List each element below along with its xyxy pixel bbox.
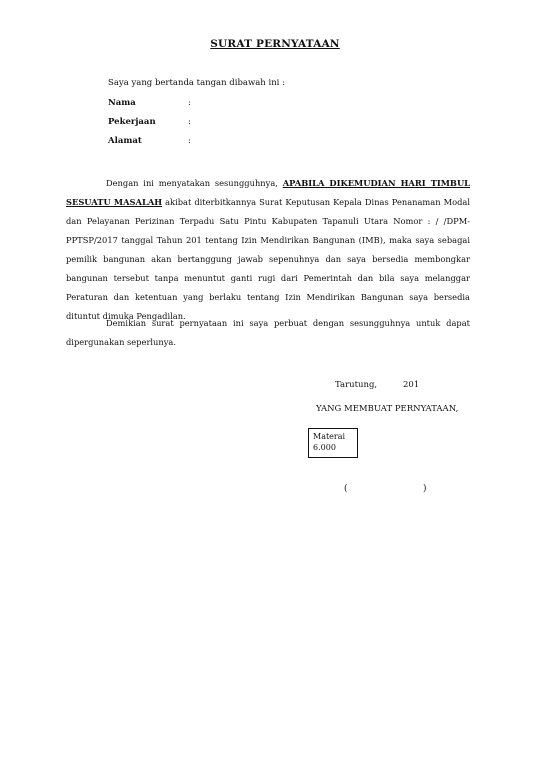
document-title: SURAT PERNYATAAN xyxy=(210,38,340,50)
field-colon-pekerjaan: : xyxy=(188,117,191,127)
stamp-box xyxy=(308,428,358,458)
field-colon-alamat: : xyxy=(188,136,191,146)
intro-text: Saya yang bertanda tangan dibawah ini : xyxy=(108,78,285,88)
field-label-nama: Nama xyxy=(108,98,136,108)
statement-prefix: Dengan ini menyatakan sesungguhnya, xyxy=(106,178,278,188)
signature-name-open-paren: ( xyxy=(344,484,348,494)
signature-year: 201 xyxy=(403,380,420,390)
closing-paragraph xyxy=(66,314,470,352)
statement-emphasis: APABILA DIKEMUDIAN HARI TIMBUL SESUATU MASALAH xyxy=(66,178,471,207)
field-label-pekerjaan: Pekerjaan xyxy=(108,117,156,127)
field-colon-nama: : xyxy=(188,98,191,108)
signature-name-close-paren: ) xyxy=(423,484,427,494)
signature-place: Tarutung, xyxy=(335,380,378,390)
closing-text: Demikian surat pernyataan ini saya perbuat dengan sesungguhnya untuk dapat dipergunakan seperlunya. xyxy=(66,318,470,347)
statement-rest: akibat diterbitkannya Surat Keputusan Kepala Dinas Penanaman Modal dan Pelayanan Perizinan Terpadu Satu Pintu Kabupaten Tapanuli Utara Nomor : / /DPM-PPTSP/2017 tanggal Tahun 201 tentang Izin Mendirikan Bangunan (IMB), maka saya sebagai pemilik bangunan akan bertanggung jawab sepenuhnya dan saya bersedia membongkar bangunan tersebut tanpa menuntut ganti rugi dari Pemerintah dan bila saya melanggar Peraturan dan ketentuan yang berlaku tentang Izin Mendirikan Bangunan saya bersedia dituntut dimuka Pengadilan. xyxy=(66,197,470,321)
statement-paragraph xyxy=(66,174,470,326)
signature-title: YANG MEMBUAT PERNYATAAN, xyxy=(316,404,459,414)
stamp-line-2: 6.000 xyxy=(313,443,336,452)
stamp-line-1: Materai xyxy=(313,432,346,441)
field-label-alamat: Alamat xyxy=(108,136,142,146)
